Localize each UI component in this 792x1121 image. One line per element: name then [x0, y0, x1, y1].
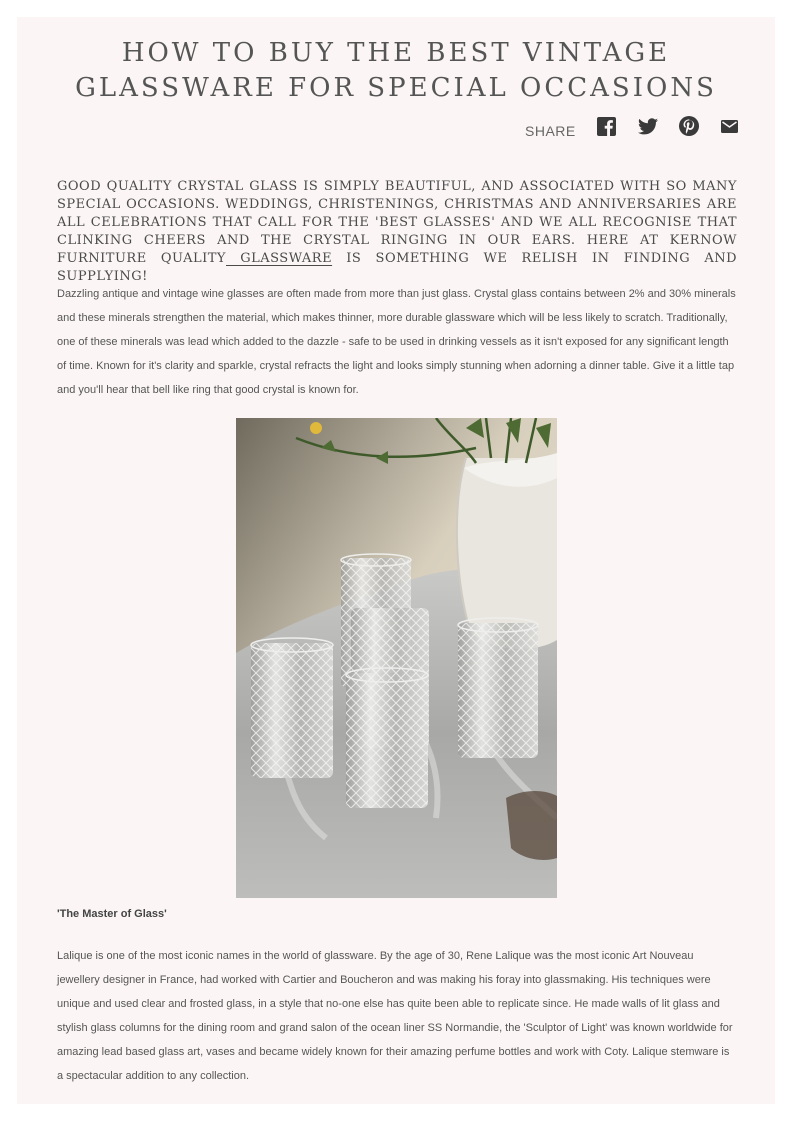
lalique-paragraph: Lalique is one of the most iconic names in the world of glassware. By the age of 30, Rene Lalique was the most iconic Art Nouveau jewellery designer in France, had worked with Cartier and Boucheron and was making his foray into glassmaking. His techniques were unique and used clear and frosted glass, in a style that no-one else has quite been able to replicate since. He made walls of lit glass and stylish glass columns for the dining room and grand salon of the ocean liner SS Normandie, the 'Sculptor of Light' was known worldwide for amazing lead based glass art, vases and became widely known for their amazing perfume bottles and work with Coty. Lalique stemware is a spectacular addition to any collection.	[57, 950, 733, 1082]
facebook-icon	[597, 117, 616, 136]
lead-paragraph	[57, 178, 737, 286]
article-title	[17, 36, 775, 106]
twitter-share-button[interactable]	[638, 116, 658, 136]
article-card	[17, 17, 775, 1104]
twitter-icon	[638, 118, 658, 135]
pinterest-share-button[interactable]	[679, 116, 699, 136]
mail-icon	[721, 120, 738, 133]
crystal-glasses-illustration	[236, 418, 557, 898]
intro-paragraph: Dazzling antique and vintage wine glasses are often made from more than just glass. Crystal glass contains between 2% and 30% minerals and these minerals strengthen the material, which makes thinner, more durable glassware which will be less likely to scratch. Traditionally, one of these minerals was lead which added to the dazzle - safe to be used in drinking vessels as it isn't exposed for any significant length of time. Known for it's clarity and sparkle, crystal refracts the light and looks simply stunning when adorning a dinner table. Give it a little tap and you'll hear that bell like ring that good crystal is known for.	[57, 288, 736, 396]
lead-text-start: GOOD QUALITY CRYSTAL GLASS IS SIMPLY BEAUTIFUL, AND ASSOCIATED WITH SO MANY SPECIAL OCCASIONS. WEDDINGS, CHRISTENINGS, CHRISTMAS AND ANNIVERSARIES ARE ALL CELEBRATIONS THAT CALL FOR THE 'BEST GLASSES' AND WE ALL RECOGNISE THAT CLINKING CHEERS AND THE CRYSTAL RINGING IN OUR EARS. HERE AT KERNOW FURNITURE QUALITY	[57, 179, 737, 266]
pinterest-icon	[679, 116, 699, 136]
title-line-2: GLASSWARE FOR SPECIAL OCCASIONS	[75, 73, 717, 103]
facebook-share-button[interactable]	[597, 116, 617, 136]
section-subheading: 'The Master of Glass'	[57, 908, 167, 920]
share-label: SHARE	[525, 122, 576, 139]
email-share-button[interactable]	[720, 116, 740, 136]
title-line-1: HOW TO BUY THE BEST VINTAGE	[121, 38, 671, 68]
glassware-link[interactable]: GLASSWARE	[226, 251, 333, 266]
crystal-glasses-photo	[236, 418, 557, 898]
lead-text-end: IS SOMETHING WE RELISH IN FINDING AND SUPPLYING!	[57, 251, 737, 284]
share-bar	[525, 111, 761, 141]
